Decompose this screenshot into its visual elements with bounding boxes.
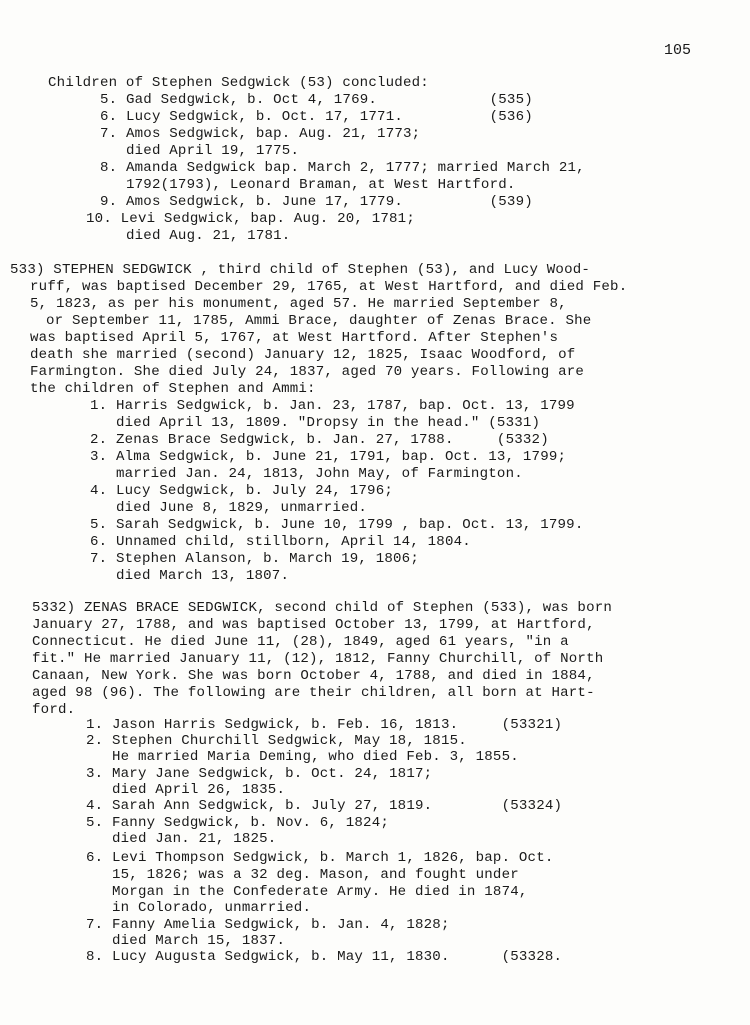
entry-line: died Jan. 21, 1825. — [86, 831, 277, 847]
paragraph-line: or September 11, 1785, Ammi Brace, daughter of Zenas Brace. She — [46, 313, 592, 329]
entry-line: 8. Amanda Sedgwick bap. March 2, 1777; married March 21, — [100, 160, 585, 176]
entry-line: He married Maria Deming, who died Feb. 3, 1855. — [86, 749, 519, 765]
paragraph-line: January 27, 1788, and was baptised October 13, 1799, at Hartford, — [32, 617, 595, 633]
paragraph-line: fit." He married January 11, (12), 1812, Fanny Churchill, of North — [32, 651, 604, 667]
entry-line: 4. Lucy Sedgwick, b. July 24, 1796; — [90, 483, 394, 499]
entry-line: 1. Harris Sedgwick, b. Jan. 23, 1787, bap. Oct. 13, 1799 — [90, 398, 575, 414]
entry-line: married Jan. 24, 1813, John May, of Farmington. — [90, 466, 523, 482]
entry-line: 10. Levi Sedgwick, bap. Aug. 20, 1781; — [86, 211, 415, 227]
entry-line: Morgan in the Confederate Army. He died in 1874, — [86, 884, 528, 900]
paragraph-line: 5, 1823, as per his monument, aged 57. He married September 8, — [30, 296, 567, 312]
paragraph-line: ruff, was baptised December 29, 1765, at West Hartford, and died Feb. — [30, 279, 628, 295]
entry-line: 1. Jason Harris Sedgwick, b. Feb. 16, 1813. (53321) — [86, 717, 563, 733]
section-heading: Children of Stephen Sedgwick (53) concluded: — [48, 75, 429, 91]
entry-line: 7. Amos Sedgwick, bap. Aug. 21, 1773; — [100, 126, 421, 142]
entry-line: 7. Fanny Amelia Sedgwick, b. Jan. 4, 1828; — [86, 917, 450, 933]
entry-line: 9. Amos Sedgwick, b. June 17, 1779. (539) — [100, 194, 533, 210]
entry-line: 6. Levi Thompson Sedgwick, b. March 1, 1826, bap. Oct. — [86, 850, 554, 866]
paragraph-line: Canaan, New York. She was born October 4, 1788, and died in 1884, — [32, 668, 595, 684]
entry-line: 4. Sarah Ann Sedgwick, b. July 27, 1819. (53324) — [86, 798, 563, 814]
entry-line: 5. Fanny Sedgwick, b. Nov. 6, 1824; — [86, 815, 390, 831]
entry-line: died March 13, 1807. — [90, 568, 290, 584]
paragraph-line: Farmington. She died July 24, 1837, aged 70 years. Following are — [30, 364, 585, 380]
entry-line: 3. Mary Jane Sedgwick, b. Oct. 24, 1817; — [86, 766, 433, 782]
entry-line: died April 13, 1809. "Dropsy in the head." (5331) — [90, 415, 541, 431]
paragraph-line: death she married (second) January 12, 1825, Isaac Woodford, of — [30, 347, 576, 363]
paragraph-line: ford. — [32, 702, 76, 718]
entry-line: 3. Alma Sedgwick, b. June 21, 1791, bap. Oct. 13, 1799; — [90, 449, 567, 465]
entry-line: died March 15, 1837. — [86, 933, 286, 949]
entry-line: 5. Sarah Sedgwick, b. June 10, 1799 , bap. Oct. 13, 1799. — [90, 517, 584, 533]
entry-line: died April 26, 1835. — [86, 782, 286, 798]
entry-line: died Aug. 21, 1781. — [100, 228, 291, 244]
entry-line: 8. Lucy Augusta Sedgwick, b. May 11, 1830. (53328. — [86, 949, 563, 965]
entry-line: 1792(1793), Leonard Braman, at West Hartford. — [100, 177, 516, 193]
entry-line: 15, 1826; was a 32 deg. Mason, and fought under — [86, 867, 519, 883]
paragraph-line: was baptised April 5, 1767, at West Hartford. After Stephen's — [30, 330, 559, 346]
entry-line: 7. Stephen Alanson, b. March 19, 1806; — [90, 551, 419, 567]
paragraph-line: 5332) ZENAS BRACE SEDGWICK, second child of Stephen (533), was born — [32, 600, 613, 616]
paragraph-line: aged 98 (96). The following are their children, all born at Hart- — [32, 685, 595, 701]
entry-line: died June 8, 1829, unmarried. — [90, 500, 368, 516]
paragraph-line: Connecticut. He died June 11, (28), 1849, aged 61 years, "in a — [32, 634, 569, 650]
paragraph-line: the children of Stephen and Ammi: — [30, 381, 316, 397]
entry-line: 6. Unnamed child, stillborn, April 14, 1804. — [90, 534, 471, 550]
page-number: 105 — [664, 42, 692, 59]
entry-line: died April 19, 1775. — [100, 143, 300, 159]
entry-line: in Colorado, unmarried. — [86, 900, 312, 916]
entry-line: 2. Stephen Churchill Sedgwick, May 18, 1815. — [86, 733, 467, 749]
entry-line: 2. Zenas Brace Sedgwick, b. Jan. 27, 1788. (5332) — [90, 432, 549, 448]
entry-line: 5. Gad Sedgwick, b. Oct 4, 1769. (535) — [100, 92, 533, 108]
paragraph-line: 533) STEPHEN SEDGWICK , third child of Stephen (53), and Lucy Wood- — [10, 262, 591, 278]
entry-line: 6. Lucy Sedgwick, b. Oct. 17, 1771. (536) — [100, 109, 533, 125]
